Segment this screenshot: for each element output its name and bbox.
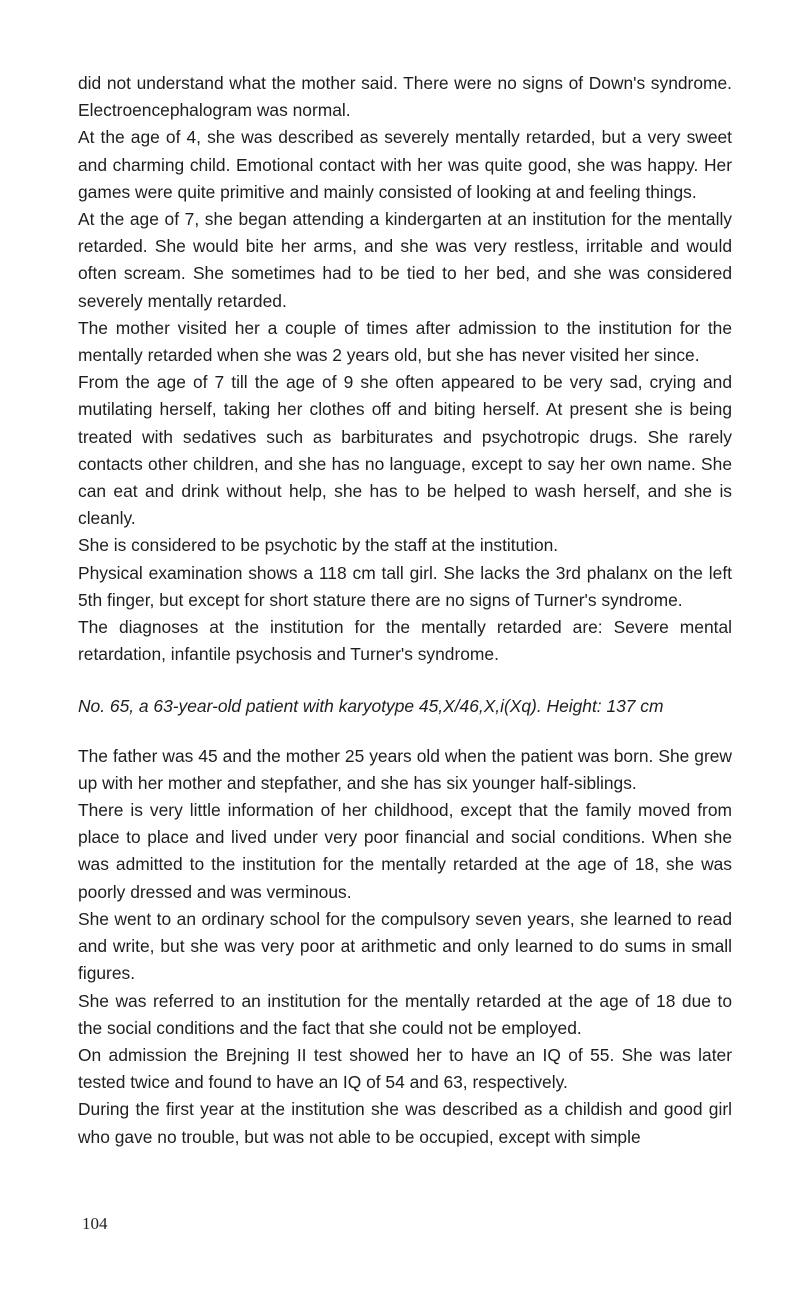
paragraph-diagnoses: The diagnoses at the institution for the mentally retarded are: Severe mental retardation, infantile psychosis and Turner's syndrome. [78, 617, 732, 665]
paragraph-age-7: At the age of 7, she began attending a kindergarten at an institution for the mentally retarded. She would bite her arms, and she was very restless, irritable and would often scream. She sometimes had to be tied to her bed, and she was considered severely mentally retarded. [78, 209, 732, 311]
paragraph-childhood: There is very little information of her childhood, except that the family moved from place to place and lived under very poor financial and social conditions. When she was admitted to the institution for the mentally retarded at the age of 18, she was poorly dressed and was verminous. [78, 800, 732, 902]
paragraph-school: She went to an ordinary school for the compulsory seven years, she learned to read and write, but she was very poor at arithmetic and only learned to do sums in small figures. [78, 908, 732, 984]
case-heading: No. 65, a 63-year-old patient with karyotype 45,X/46,X,i(Xq). Height: 137 cm [78, 696, 664, 717]
page-number: 104 [82, 1214, 108, 1233]
page-body [78, 70, 732, 1151]
paragraph-physical-exam: Physical examination shows a 118 cm tall girl. She lacks the 3rd phalanx on the left 5th finger, but except for short stature there are no signs of Turner's syndrome. [78, 562, 732, 610]
paragraph-psychotic: She is considered to be psychotic by the staff at the institution. [78, 535, 559, 556]
paragraph-continuation: did not understand what the mother said. There were no signs of Down's syndrome. Electroencephalogram was normal. [78, 73, 732, 121]
paragraph-referral: She was referred to an institution for the mentally retarded at the age of 18 due to the social conditions and the fact that she could not be employed. [78, 990, 732, 1038]
paragraph-mother-visits: The mother visited her a couple of times after admission to the institution for the mentally retarded when she was 2 years old, but she has never visited her since. [78, 317, 732, 366]
paragraph-iq-test: On admission the Brejning II test showed her to have an IQ of 55. She was later tested twice and found to have an IQ of 54 and 63, respectively. [78, 1044, 732, 1093]
paragraph-age-7-to-9: From the age of 7 till the age of 9 she often appeared to be very sad, crying and mutilating herself, taking her clothes off and biting herself. At present she is being treated with sedatives such as barbiturates and psychotropic drugs. She rarely contacts other children, and she has no language, except to say her own name. She can eat and drink without help, she has to be helped to wash herself, and she is cleanly. [78, 372, 732, 529]
paragraph-parents: The father was 45 and the mother 25 years old when the patient was born. She grew up with her mother and stepfather, and she has six younger half-siblings. [78, 745, 732, 793]
paragraph-first-year: During the first year at the institution she was described as a childish and good girl who gave no trouble, but was not able to be occupied, except with simple [78, 1099, 732, 1147]
paragraph-age-4: At the age of 4, she was described as severely mentally retarded, but a very sweet and charming child. Emotional contact with her was quite good, she was happy. Her games were quite primitive and mainly consisted of looking at and feeling things. [78, 127, 732, 202]
